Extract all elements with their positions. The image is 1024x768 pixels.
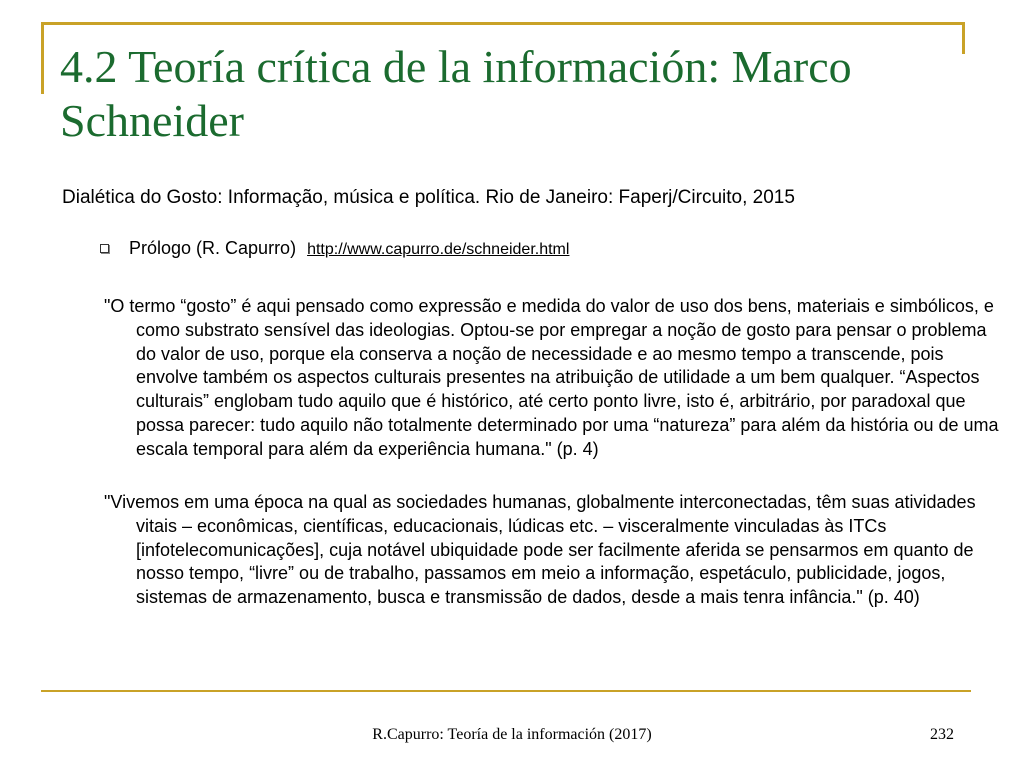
page-number: 232: [930, 726, 954, 743]
frame-right-border: [962, 22, 965, 54]
frame-top-border: [41, 22, 965, 25]
frame-left-border: [41, 22, 44, 94]
slide-subtitle: Dialética do Gosto: Informação, música e política. Rio de Janeiro: Faperj/Circuito, 2015: [62, 187, 795, 208]
footer-text: R.Capurro: Teoría de la información (2017): [372, 726, 652, 743]
slide-title: 4.2 Teoría crítica de la información: Marco Schneider: [60, 41, 852, 146]
bullet-item-prologue: [100, 236, 980, 262]
bullet-text: Prólogo (R. Capurro): [129, 238, 297, 258]
prologue-link[interactable]: http://www.capurro.de/schneider.html: [307, 241, 570, 258]
footer-divider: [41, 690, 971, 692]
quote-paragraph-1: "O termo “gosto” é aqui pensado como expressão e medida do valor de uso dos bens, materiais e simbólicos, e como substrato sensível das ideologias. Optou-se por empregar a noção de gosto para pensar o problema do valor de uso, porque ela conserva a noção de necessidade e ao mesmo tempo a transcende, pois envolve também os aspectos culturais presentes na atribuição de utilidade a um bem qualquer. “Aspectos culturais” englobam tudo aquilo que é histórico, até certo ponto livre, isto é, arbitrário, por paradoxal que possa parecer: tudo aquilo não totalmente determinado por uma “natureza” para além da história ou de uma escala temporal para além da experiência humana." (p. 4): [104, 296, 999, 459]
square-bullet-icon: [100, 244, 109, 253]
quote-paragraph-2: "Vivemos em uma época na qual as sociedades humanas, globalmente interconectadas, têm suas atividades vitais – econômicas, científicas, educacionais, lúdicas etc. – visceralmente vinculadas às ITCs [infotelecomunicações], cuja notável ubiquidade pode ser facilmente aferida se pensarmos em quanto de nosso tempo, “livre” ou de trabalho, passamos em meio a informação, espetáculo, publicidade, jogos, sistemas de armazenamento, busca e transmissão de dados, desde a mais tenra infância." (p. 40): [104, 492, 976, 608]
